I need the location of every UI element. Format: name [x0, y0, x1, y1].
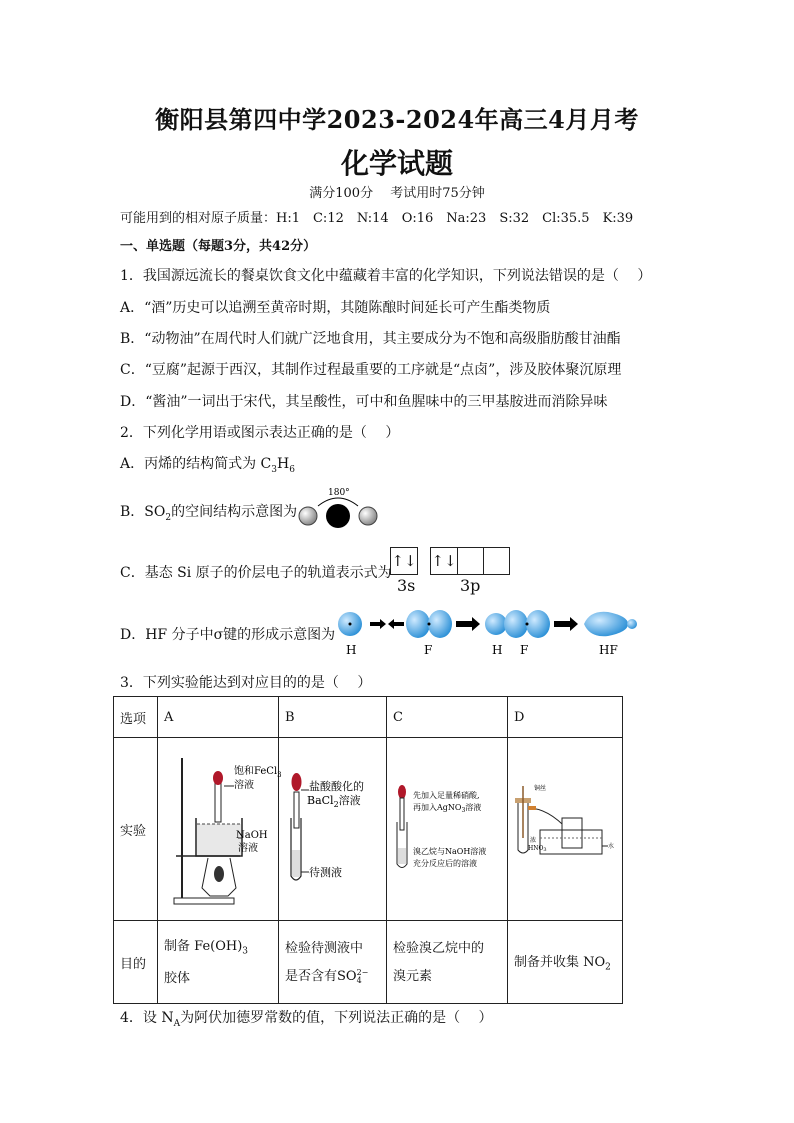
subject-title: 化学试题: [340, 147, 453, 180]
q1-option-b: B．“动物油”在周代时人们就广泛地食用，其主要成分为不饱和高级脂肪酸甘油酯: [120, 331, 621, 347]
svg-text:先加入足量稀硝酸,: 先加入足量稀硝酸,: [413, 791, 480, 800]
svg-text:溴乙烷与NaOH溶液: 溴乙烷与NaOH溶液: [413, 847, 487, 856]
q1-option-a: A．“酒”历史可以追溯至黄帝时期，其随陈酿时间延长可产生酯类物质: [120, 300, 551, 316]
experiment-d: [508, 738, 623, 921]
apparatus-a-diagram: [158, 738, 282, 916]
orbital-label-3p: 3p: [460, 576, 481, 595]
purpose-b: 检验待测液中 是否含有SO 2− 4: [279, 921, 387, 1004]
svg-text:盐酸酸化的: 盐酸酸化的: [309, 780, 364, 793]
svg-text:充分反应后的溶液: 充分反应后的溶液: [413, 859, 477, 868]
purpose-c: 检验溴乙烷中的 溴元素: [387, 921, 508, 1004]
svg-text:F: F: [424, 643, 433, 657]
apparatus-b-diagram: [279, 738, 386, 916]
svg-text:铜丝: 铜丝: [534, 785, 547, 792]
q1-stem: 1．我国源远流长的餐桌饮食文化中蕴藏着丰富的化学知识，下列说法错误的是（ ）: [120, 268, 652, 284]
col-header-a: A: [158, 697, 279, 738]
experiment-a: [158, 738, 282, 921]
row-label-experiment: 实验: [114, 738, 158, 921]
row-label-purpose: 目的: [114, 921, 158, 1004]
so2-linear-model: [292, 484, 384, 530]
experiment-c: [387, 738, 508, 921]
section-heading: 一、单选题（每题3分，共42分）: [120, 239, 317, 254]
svg-text:F: F: [520, 643, 529, 657]
svg-text:溶液: 溶液: [238, 843, 258, 854]
orbital-box-3p-1: ↑↓: [431, 548, 458, 574]
q1-option-c: C．“豆腐”起源于西汉，其制作过程最重要的工序就是“点卤”，涉及胶体聚沉原理: [120, 362, 622, 378]
q2-option-b: B．$SO_2$的空间结构示意图为: [120, 504, 298, 523]
col-header-c: C: [387, 697, 508, 738]
col-header-b: B: [279, 697, 387, 738]
q2-stem: 2．下列化学用语或图示表达正确的是（ ）: [120, 425, 400, 441]
svg-text:H: H: [492, 643, 503, 657]
svg-text:H: H: [346, 643, 357, 657]
apparatus-d-diagram: [508, 738, 622, 916]
q2-option-a: A．丙烯的结构简式为 $C_3H_6$: [120, 456, 295, 475]
orbital-box-3p-2: [458, 548, 484, 574]
atomic-masses: 可能用到的相对原子质量：H:1 C:12 N:14 O:16 Na:23 S:32 Cl:35.5 K:39: [120, 211, 634, 226]
svg-text:溶液: 溶液: [234, 780, 254, 791]
row-label-option: 选项: [114, 697, 158, 738]
svg-text:饱和FeCl3: 饱和FeCl$_3$: [234, 766, 282, 779]
svg-text:HF: HF: [599, 643, 618, 657]
col-header-d: D: [508, 697, 623, 738]
hf-sigma-bond-diagram: [334, 604, 640, 658]
q4-stem: 4．设 $N_A$为阿伏加德罗常数的值，下列说法正确的是（ ）: [120, 1010, 493, 1029]
orbital-box-3s: ↑↓: [390, 547, 418, 575]
orbital-label-3s: 3s: [397, 576, 416, 595]
apparatus-c-diagram: [387, 738, 507, 916]
purpose-d: 制备并收集 $NO_2$: [508, 921, 623, 1004]
svg-text:180°: 180°: [328, 488, 350, 498]
q1-option-d: D．“酱油”一词出于宋代，其呈酸性，可中和鱼腥味中的三甲基胺进而消除异味: [120, 394, 608, 410]
q2-option-c: C．基态 Si 原子的价层电子的轨道表示式为: [120, 565, 392, 581]
svg-text:水: 水: [608, 843, 615, 850]
purpose-a: 制备 $Fe(OH)_3$ 胶体: [158, 921, 279, 1004]
exam-title: 衡阳县第四中学2023-2024年高三4月月考: [155, 105, 639, 134]
svg-text:浓: 浓: [530, 837, 537, 844]
svg-text:HNO3: HNO3: [528, 845, 547, 853]
svg-text:再加入AgNO3溶液: 再加入AgNO$_3$溶液: [413, 803, 482, 814]
q3-stem: 3．下列实验能达到对应目的的是（ ）: [120, 675, 372, 691]
q3-table: [113, 696, 623, 1004]
q2-option-d: D．HF 分子中σ键的形成示意图为: [120, 627, 336, 643]
svg-text:BaCl2溶液: BaCl$_2$溶液: [307, 794, 361, 809]
experiment-b: [279, 738, 387, 921]
exam-meta: 满分100分 考试用时75分钟: [309, 186, 485, 201]
orbital-boxes-3p: [430, 547, 510, 575]
svg-text:NaOH: NaOH: [236, 830, 268, 841]
orbital-box-3p-3: [484, 548, 509, 574]
svg-text:待测液: 待测液: [309, 866, 342, 879]
